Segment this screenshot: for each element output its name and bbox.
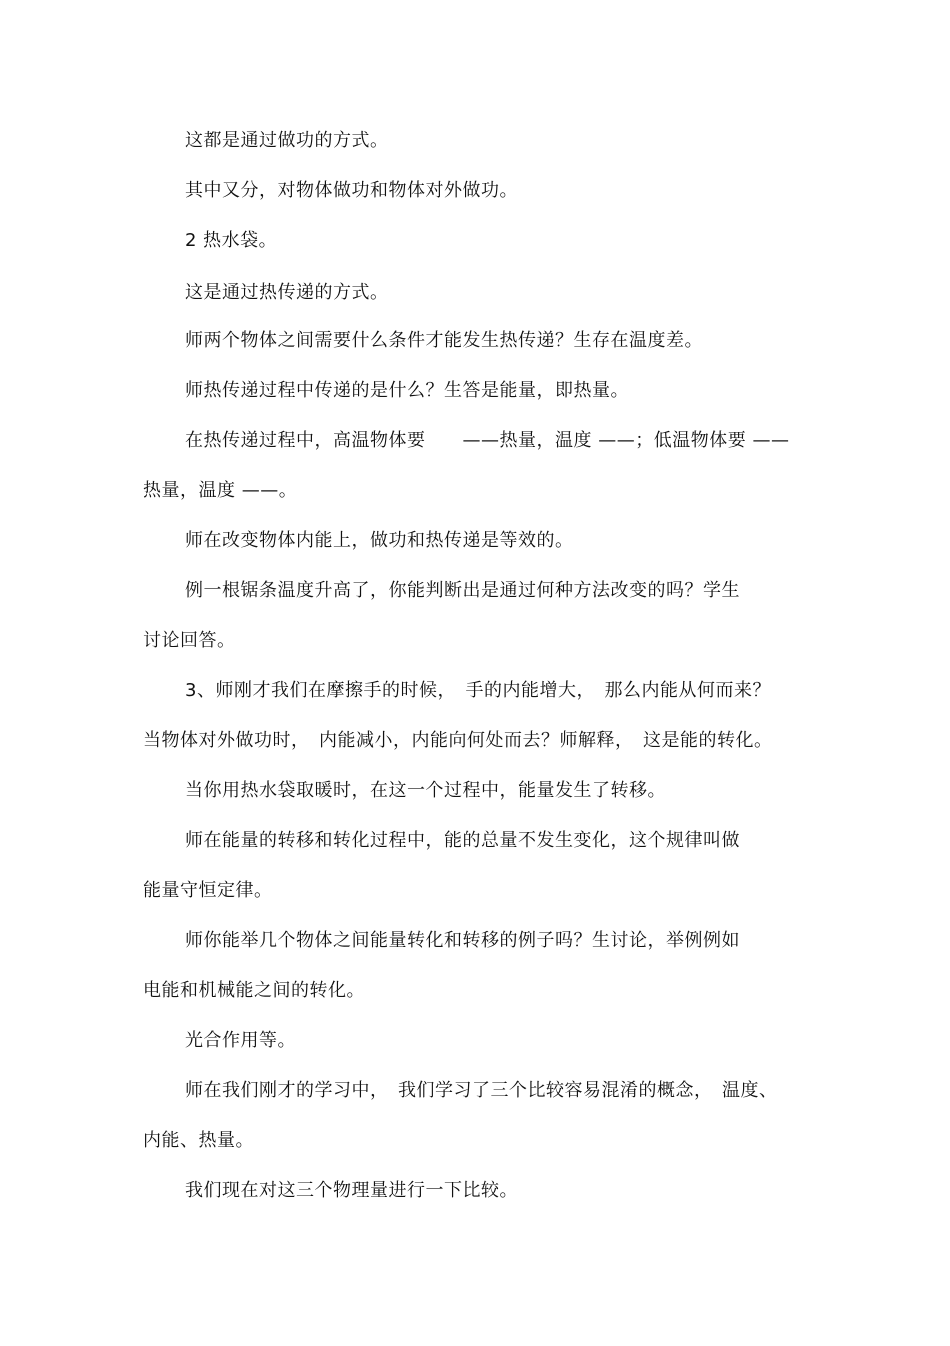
paragraph-line: 这都是通过做功的方式。	[185, 130, 389, 151]
paragraph-line: 这是通过热传递的方式。	[185, 282, 389, 303]
paragraph-line: 例一根锯条温度升高了，你能判断出是通过何种方法改变的吗？学生	[185, 580, 740, 601]
paragraph-line: 3、师刚才我们在摩擦手的时候， 手的内能增大， 那么内能从何而来？	[185, 680, 771, 701]
paragraph-line: 我们现在对这三个物理量进行一下比较。	[185, 1180, 518, 1201]
paragraph-line: 师在能量的转移和转化过程中，能的总量不发生变化，这个规律叫做	[185, 830, 740, 851]
paragraph-line: 能量守恒定律。	[143, 880, 273, 901]
paragraph-line: 师两个物体之间需要什么条件才能发生热传递？生存在温度差。	[185, 330, 703, 351]
paragraph-line: 热量，温度 ——。	[143, 480, 298, 501]
paragraph-line: 师在我们刚才的学习中， 我们学习了三个比较容易混淆的概念， 温度、	[185, 1080, 778, 1101]
paragraph-line: 师你能举几个物体之间能量转化和转移的例子吗？生讨论，举例例如	[185, 930, 740, 951]
paragraph-line: 其中又分，对物体做功和物体对外做功。	[185, 180, 518, 201]
paragraph-line: 内能、热量。	[143, 1130, 254, 1151]
paragraph-line: 电能和机械能之间的转化。	[143, 980, 365, 1001]
paragraph-line: 讨论回答。	[143, 630, 236, 651]
paragraph-line: 在热传递过程中，高温物体要 ——热量，温度 ——；低温物体要 ——	[185, 430, 790, 451]
paragraph-line: 光合作用等。	[185, 1030, 296, 1051]
paragraph-line: 当你用热水袋取暖时，在这一个过程中，能量发生了转移。	[185, 780, 666, 801]
paragraph-line: 当物体对外做功时， 内能减小，内能向何处而去？师解释， 这是能的转化。	[143, 730, 773, 751]
paragraph-line: 师在改变物体内能上，做功和热传递是等效的。	[185, 530, 574, 551]
paragraph-line: 师热传递过程中传递的是什么？生答是能量，即热量。	[185, 380, 629, 401]
paragraph-line: 2 热水袋。	[185, 230, 278, 251]
